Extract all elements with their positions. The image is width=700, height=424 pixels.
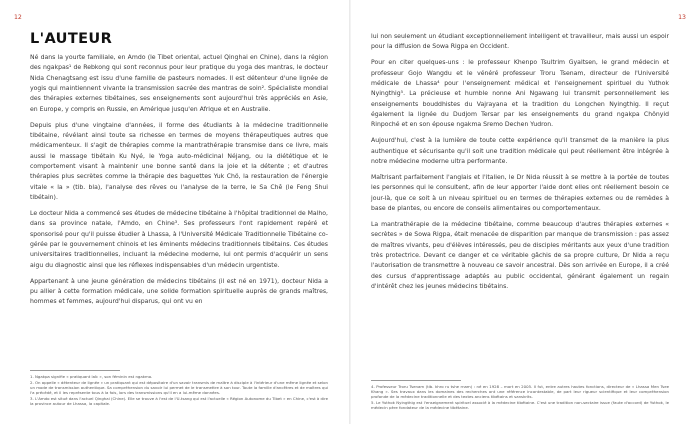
right-page-number: 13: [678, 14, 686, 21]
footnote-4: 4. Professeur Troru Tsenam (tib. khro ru tshe rnam) : né en 1928 – mort en 2005. Il fut, entre autres hautes fonctions, directeur de « Lhassa Men Tsee Khang ». Ses travaux dans les domaines des recherches ont une référence incontestable, de part leur rigueur scientifique et leur compréhension profonde de la médecine traditionnelle et des textes anciens tibétains et sanskrits.: [371, 384, 669, 399]
right-column: [371, 32, 669, 298]
footnote-5: 5. Le Yuthok Nyingthig est l'enseignement spirituel associé à la médecine tibétaine. C'est une tradition non-sectaire issue (faute d'accord) de Yuthok, le médecin père fondateur de la médecine tibétaine.: [371, 400, 669, 411]
right-paragraph-3: Aujourd'hui, c'est à la lumière de toute cette expérience qu'il transmet de la manière la plus authentique et sécurisante qu'il soit une tradition médicale qui peut réellement être intégrée à notre médecine moderne ultra performante.: [371, 137, 669, 165]
left-paragraph-3: Le docteur Nida a commencé ses études de médecine tibétaine à l'hôpital traditionnel de Malho, dans sa province natale, l'Amdo, en Chine³. Ses professeurs l'ont rapidement repéré et sponsorisé pour qu'il puisse étudier à Lhassa, à l'Université Médicale Traditionnelle Tibétaine co-gérée par le gouvernement chinois et les éminents médecins traditionnels tibétains. Ces études universitaires traditionnelles, incluant la médecine moderne, lui ont permis d'acquérir un sens aigu du diagnostic ainsi que les réflexes indispensables d'un médecin urgentiste.: [30, 210, 328, 269]
footnote-3: 3. L'Amdo est situé dans l'actuel Qinghai (Chine). Elle se trouve à l'est de l'U-tsang qui est l'actuelle « Région Autonome du Tibet » en Chine, c'est à dire la province autour de Lhassa, la capitale.: [30, 396, 328, 407]
chapter-heading: L'AUTEUR: [30, 31, 113, 47]
right-paragraph-1: lui non seulement un étudiant exceptionnellement intelligent et travailleur, mais aussi un espoir pour la diffusion de Sowa Rigpa en Occident.: [371, 33, 669, 51]
right-paragraph-5: La mantrathérapie de la médecine tibétaine, comme beaucoup d'autres thérapies externes « secrètes » de Sowa Rigpa, était menacée de disparition par manque de transmission : pas assez de maîtres vivants, peu d'élèves intéressés, peu de disciples méritants aux yeux d'une tradition très protectrice. Devant ce danger et ce véritable gâchis de sa propre culture, Dr Nida a reçu l'autorisation de transmettre à nouveau ce savoir ancestral. Dès son arrivée en Europe, il a créé des cursus d'apprentissage adaptés au public occidental, générant également un regain d'intérêt chez les jeunes médecins tibétains.: [371, 220, 669, 290]
left-column: [30, 53, 328, 313]
book-gutter: [349, 0, 351, 424]
footnote-2: 2. On appelle « détenteur de lignée » un pratiquant qui est dépositaire d'un savoir transmis de maître à disciple à l'intérieur d'une même lignée et selon un mode de transmission authentique. Sa compréhension du savoir lui permet de le transmettre à son tour. Toute la famille d'ancêtres et de maîtres qui l'a précédé, et il les représente tous à la fois, lors des transmissions qu'il en a lui-même données.: [30, 380, 328, 396]
footnote-rule: [30, 370, 120, 371]
footnote-rule-right: [371, 380, 461, 381]
footnote-1: 1. Ngakpa signifie « pratiquant laïc », son féminin est ngakmo.: [30, 374, 153, 379]
left-paragraph-4: Appartenant à une jeune génération de médecins tibétains (il est né en 1971), docteur Nida a pu allier à cette formation médicale, une solide formation spirituelle auprès de grands maîtres, hommes et femmes, aujourd'hui disparus, qui ont vu en: [30, 277, 328, 306]
right-footnotes: [371, 380, 669, 411]
right-paragraph-4: Maîtrisant parfaitement l'anglais et l'italien, le Dr Nida réussit à se mettre à la portée de toutes les personnes qui le consultent, afin de leur apporter l'aide dont elles ont réellement besoin ce jour-là, que ce soit à un niveau spirituel ou en termes de thérapies externes ou de remèdes à base de plantes, ou encore de conseils alimentaires ou comportementaux.: [371, 173, 669, 212]
left-footnotes: [30, 370, 328, 408]
left-page-number: 12: [14, 14, 22, 21]
left-paragraph-1: Né dans la yourte familiale, en Amdo (le Tibet oriental, actuel Qinghai en Chine), dans la région des ngakpas¹ de Rebkong qui sont reconnus pour leur pratique du yoga des mantras, le docteur Nida Chenagtsang est issu d'une famille de pasteurs nomades. Il est détenteur d'une lignée de yogis qui maintiennent vivante la transmission sacrée des mantras de soin². Spécialiste mondial des thérapies externes tibétaines, ses enseignements sont aujourd'hui très appréciés en Asie, en Europe, y compris en Russie, en Amérique jusqu'en Afrique et en Australie.: [30, 54, 328, 113]
right-paragraph-2: Pour en citer quelques-uns : le professeur Khenpo Tsultrim Gyaltsen, le grand médecin et professeur Gojo Wangdu et le vénéré professeur Troru Tsenam, directeur de l'Université médicale de Lhassa⁴ pour l'enseignement médical et l'enseignement spirituel du Yuthok Nyingthig⁵. La précieuse et humble nonne Ani Ngawang lui transmit personnellement les enseignements bouddhistes du Vajrayana et la tradition du Longchen Nyingthig. Il reçut également la lignée du Dudjom Tersar par les enseignements du grand ngakpa Chönyid Rinpoché et en son épouse ngakma Sremo Dechen Yudron.: [371, 59, 669, 129]
left-paragraph-2: Depuis plus d'une vingtaine d'années, il forme des étudiants à la médecine traditionnelle tibétaine, révélant ainsi toute sa richesse en termes de moyens thérapeutiques autres que médicamenteux. Il s'agit de thérapies comme la mantrathérapie transmise dans ce livre, mais aussi le massage tibétain Ku Nyé, le Yoga auto-médicinal Néjang, ou la diététique et le comportement visant à maintenir une bonne santé dans la joie et la détente ; et d'autres thérapies plus secrètes comme la thérapie des baguettes Yuk Chö, la restauration de l'énergie vitale « la » (tib. bla), l'analyse des rêves ou l'analyse de la terre, le Sa Chê (le Feng Shui tibétain).: [30, 121, 328, 202]
